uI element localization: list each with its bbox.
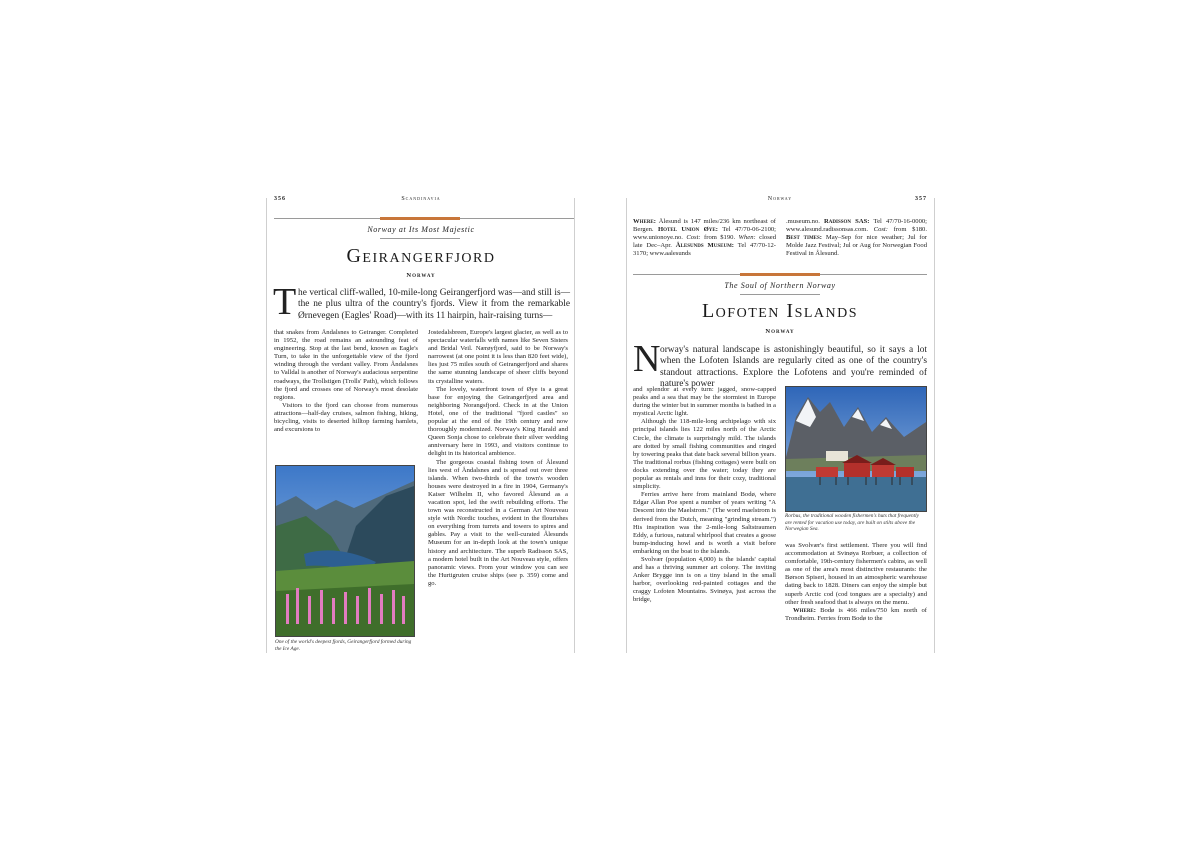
body-paragraph: Visitors to the fjord can choose from numerous attractions—half-day cruises, salmon fishing, hiking, bicycling, visits to deserted hilltop farming hamlets, and excursions to bbox=[274, 401, 418, 434]
right-page bbox=[627, 190, 933, 652]
page-number: 357 bbox=[915, 196, 927, 202]
body-paragraph: and splendor at every turn: jagged, snow-capped peaks and a sea that may be the stormiest in Europe during the winter but in summer months is bathed in a mystical Arctic light. bbox=[633, 386, 776, 418]
left-page bbox=[268, 190, 574, 652]
info-box-column-2: .museum.no. Radisson SAS: Tel 47/70-16-0000; www.alesund.radissonsas.com. Cost: from $180. Best times: May–Sep for nice weather; Jul for Molde Jazz Festival; Jul or Aug for Norwegian Food Festival in Ålesund. bbox=[786, 218, 927, 258]
geirangerfjord-photo bbox=[275, 465, 415, 637]
running-head-title: Scandinavia bbox=[401, 196, 441, 202]
section-kicker: The Soul of Northern Norway bbox=[724, 281, 836, 290]
left-column-1 bbox=[274, 329, 418, 455]
museum-label: Ålesunds Museum: bbox=[675, 242, 734, 250]
right-column-1 bbox=[633, 386, 776, 652]
left-page-outer-rule bbox=[266, 198, 267, 653]
article-title: Geirangerfjord bbox=[346, 245, 496, 267]
page-number: 356 bbox=[274, 196, 286, 202]
drop-cap: N bbox=[633, 338, 661, 380]
right-page-outer-rule bbox=[934, 198, 935, 653]
kicker-underline bbox=[380, 238, 460, 239]
lead-paragraph: he vertical cliff-walled, 10-mile-long Geirangerfjord was—and still is—the ne plus ultra of the country's fjords. View it from the remarkable Ørnevegen (Eagles' Road)—with its 11 hairpin, hair-raising turns— bbox=[298, 288, 570, 321]
radisson-label: Radisson SAS: bbox=[824, 218, 870, 225]
hotel-label: Hotel Union Øye: bbox=[658, 226, 718, 234]
article-title: Lofoten Islands bbox=[701, 300, 859, 322]
running-head-title: Norway bbox=[767, 196, 793, 202]
body-paragraph: The gorgeous coastal fishing town of Ålesund lies west of Åndalsnes and is spread out over three islands. When two-thirds of the town's wooden houses were destroyed in a fire in 1904, Germany's Kaiser Wilhelm II, who favored Ålesund as a vacation spot, led the swift rebuilding efforts. The town was reconstructed in a German Art Nouveau style with Nordic touches, evident in the flourishes on everything from turrets and towers to spires and gables. Pay a visit to the well-curated Ålesunds Museum for an in-depth look at the town's unique history and architecture. The superb Radisson SAS, a modern hotel built in the Art Nouveau style, offers panoramic views. From your window you can see the Hurtigruten cruise ships (see p. 359) come and go. bbox=[428, 458, 568, 587]
right-column-2: was Svolvær's first settlement. There you will find accommodation at Svinøya Rorbuer, a collection of comfortable, 19th-century fishermen's cabins, as well as one of the area's most distinctive restaurants: the Børson Spiseri, housed in an atmospheric warehouse dating back to 1828. Diners can enjoy the simple but superb Arctic cod (cod tongues are a specialty) and other fresh seafood that is always on the menu. Where: Bodø is 466 miles/750 km north of Trondheim. Ferries from Bodø to the bbox=[785, 542, 927, 622]
photo-caption: Rorbus, the traditional wooden fishermen's huts that frequently are rented for vacation use today, are built on stilts above the Norwegian Sea. bbox=[785, 513, 919, 533]
left-running-head bbox=[268, 196, 574, 206]
body-paragraph: Svolvær (population 4,000) is the islands' capital and has a thriving summer art colony. The inviting Anker Brygge inn is on a tiny island in the small harbor, overlooking red-painted cottages and the craggy Lofoten Mountains. Svinøya, just across the bridge, bbox=[633, 555, 776, 604]
where-label: Where: bbox=[793, 606, 816, 614]
left-page-gutter-rule bbox=[574, 198, 575, 653]
info-box-column-1: Where: Ålesund is 147 miles/236 km northeast of Bergen. Hotel Union Øye: Tel 47/70-06-2100; www.unionoye.no. Cost: from $190. When: closed late Dec–Apr. Ålesunds Museum: Tel 47/70-12-3170; www.aalesunds bbox=[633, 218, 776, 258]
kicker-underline bbox=[740, 294, 820, 295]
body-paragraph: that snakes from Åndalsnes to Geiranger. Completed in 1952, the road remains an astounding feat of engineering. Stop at the last bend, known as Eagle's Turn, to take in the unforgettable view of the fjord winding through the verdant valley. From Åndalsnes to Valldal is another of Norway's audacious serpentine roadways, the Trollstigen (Trolls' Path), which follows the fjord and crosses one of Norway's most desolate regions. bbox=[274, 329, 418, 401]
left-column-2 bbox=[428, 329, 568, 652]
body-paragraph: The lovely, waterfront town of Øye is a great base for enjoying the Geirangerfjord area and neighboring Norangsfjord. Check in at the Union Hotel, one of the traditional "fjord castles" so popular at the end of the 19th century and now thoroughly modernized. Norway's King Harald and Queen Sonja chose to celebrate their silver wedding anniversary here in 1993, and visitors continue to delight in its historical ambience. bbox=[428, 385, 568, 458]
body-paragraph: Jostedalsbreen, Europe's largest glacier, as well as to spectacular waterfalls with names like Seven Sisters and Bridal Veil. Nærøyfjord, said to be Norway's narrowest (at one point it is less than 820 feet wide), lies just 75 miles south of Geirangerfjord and shares the same stunning landscape of sheer cliffs beyond its crystalline waters. bbox=[428, 329, 568, 385]
accent-bar bbox=[380, 217, 460, 220]
region-label: Norway bbox=[765, 328, 795, 335]
photo-caption: One of the world's deepest fjords, Geirangerfjord formed during the Ice Age. bbox=[275, 639, 412, 652]
lofoten-rorbu-photo bbox=[785, 386, 927, 512]
drop-cap: T bbox=[273, 281, 297, 323]
best-times-label: Best times: bbox=[786, 234, 822, 242]
body-paragraph: Although the 118-mile-long archipelago with six principal islands lies 122 miles north of the Arctic Circle, the climate is surprisingly mild. The islands are dotted by small fishing communities and ringed by towering peaks that date back several billion years. The traditional rorbus (fishing cottages) were built on docks extending over the water; today they are popular as rentals and inns for their cozy, traditional simplicity. bbox=[633, 418, 776, 491]
right-running-head bbox=[627, 196, 933, 206]
body-paragraph: was Svolvær's first settlement. There you will find accommodation at Svinøya Rorbuer, a collection of comfortable, 19th-century fishermen's cabins, as well as one of the area's most distinctive restaurants: the Børson Spiseri, housed in an atmospheric warehouse dating back to 1828. Diners can enjoy the simple but superb Arctic cod (cod tongues are a specialty) and other fresh seafood that is always on the menu. bbox=[785, 542, 927, 606]
accent-bar bbox=[740, 273, 820, 276]
body-paragraph: Ferries arrive here from mainland Bodø, where Edgar Allan Poe spent a number of years writing "A Descent into the Maelstrom." (The word maelstrom is derived from the Dutch, meaning "grinding stream.") His inspiration was the 2-mile-long Saltstraumen Eddy, a furious, natural whirlpool that creates a goose bump-inducing howl and is worth a visit before embarking on the boat to the islands. bbox=[633, 491, 776, 555]
where-label: Where: bbox=[633, 218, 656, 225]
lead-paragraph: orway's natural landscape is astonishingly beautiful, so it says a lot when the Lofoten Islands are regularly cited as one of the country's standout attractions. Explore the Lofotens and you're reminded of nature's power bbox=[660, 345, 927, 389]
region-label: Norway bbox=[406, 272, 436, 279]
section-kicker: Norway at Its Most Majestic bbox=[367, 225, 475, 234]
